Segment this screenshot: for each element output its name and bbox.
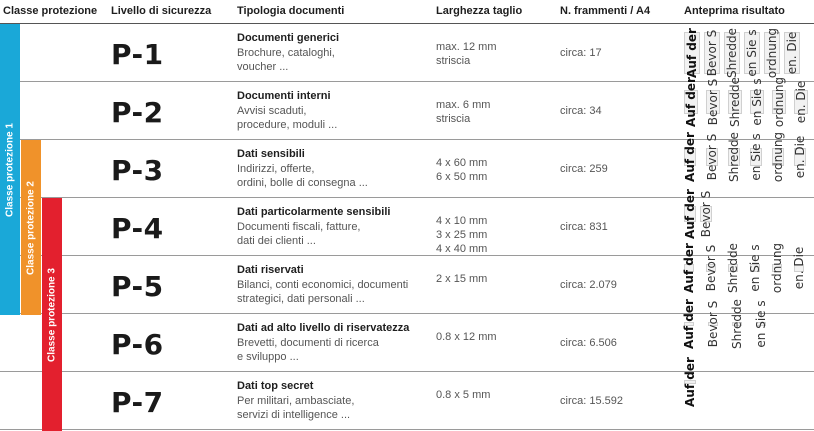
shred-strip-text: Auf der [683, 357, 697, 407]
fragments-count: circa: 2.079 [560, 279, 617, 291]
header-protection-class: Classe protezione [3, 5, 98, 17]
description-line: Indirizzi, offerte, [237, 163, 315, 175]
cut-width [436, 98, 490, 126]
header-preview: Anteprima risultato [684, 5, 785, 17]
document-type-description [237, 336, 422, 364]
shred-strip [704, 29, 720, 77]
shred-strip-text: Bevor S [706, 78, 720, 126]
shred-strip [748, 244, 762, 292]
shred-strip-text: en. Die [785, 31, 799, 75]
document-type-description [237, 278, 422, 306]
shred-strip-text: Bevor S [704, 244, 718, 292]
cut-width [436, 330, 497, 344]
document-type-title: Documenti generici [237, 32, 340, 44]
shred-strip [754, 300, 768, 348]
header-cut-width: Larghezza taglio [436, 5, 523, 17]
security-level: P-1 [111, 38, 164, 71]
description-line: Avvisi scaduti, [237, 105, 307, 117]
shred-strip-text: en. Die [793, 135, 807, 179]
shred-strip [750, 78, 764, 126]
protection-class-1-label: Classe protezione 1 [4, 122, 16, 217]
cut-width-line: 4 x 60 mm [436, 157, 488, 169]
shred-strip [792, 246, 806, 290]
shred-strip-text: en. Die [794, 80, 808, 124]
shred-strip [744, 29, 760, 77]
cut-width-line: 0.8 x 12 mm [436, 331, 497, 343]
fragments-count: circa: 17 [560, 47, 602, 59]
description-line: Brochure, cataloghi, [237, 47, 335, 59]
cut-width-line: max. 12 mm [436, 41, 497, 53]
cut-width-line: 4 x 40 mm [436, 243, 488, 255]
shred-strip [704, 244, 718, 292]
fragments-count: circa: 15.592 [560, 395, 623, 407]
description-line: Brevetti, documenti di ricerca [237, 337, 379, 349]
shred-strip [749, 133, 763, 181]
shred-strip [772, 76, 786, 128]
shred-strip-text: ordnung [772, 76, 786, 128]
shred-strip [726, 243, 740, 293]
shred-strip [684, 28, 700, 78]
shred-strip-text: Bevor S [706, 300, 720, 348]
cut-width [436, 272, 487, 286]
document-type-description [237, 46, 422, 74]
shred-strip [784, 32, 800, 74]
shred-strip-text: Auf der [683, 132, 697, 182]
shred-strip-text: Bevor S [705, 29, 719, 77]
document-type-title: Dati ad alto livello di riservatezza [237, 322, 410, 334]
protection-class-1-band [0, 24, 20, 315]
shred-strip [706, 78, 720, 126]
description-line: strategici, dati personali ... [237, 293, 365, 305]
shred-strip-text: Shredde [727, 132, 741, 182]
row-divider [0, 429, 814, 430]
shred-strip-text: en Sie s [750, 78, 764, 126]
description-line: Documenti fiscali, fatture, [237, 221, 361, 233]
shred-strip [682, 243, 696, 293]
fragments-count: circa: 259 [560, 163, 608, 175]
shred-strip-text: en Sie s [754, 300, 768, 348]
document-type-description [237, 162, 422, 190]
shred-strip [724, 28, 740, 78]
shred-strip [706, 300, 720, 348]
header-document-type: Tipologia documenti [237, 5, 345, 17]
cut-width [436, 40, 497, 68]
protection-class-3-label: Classe protezione 3 [46, 267, 58, 362]
table-header [0, 0, 814, 24]
cut-width-line: striscia [436, 113, 471, 125]
description-line: dati dei clienti ... [237, 235, 316, 247]
shred-strip-text: ordnung [770, 242, 784, 294]
shred-strip-text: Bevor S [705, 133, 719, 181]
shred-strip [793, 135, 807, 179]
fragments-count: circa: 34 [560, 105, 602, 117]
header-fragments: N. frammenti / A4 [560, 5, 651, 17]
shred-strip-text: Auf der [682, 299, 696, 349]
cut-width [436, 388, 490, 402]
description-line: procedure, moduli ... [237, 119, 338, 131]
shred-strip [683, 132, 697, 182]
shred-strip [684, 77, 698, 127]
description-line: ordini, bolle di consegna ... [237, 177, 368, 189]
fragments-count: circa: 6.506 [560, 337, 617, 349]
shred-strip [705, 133, 719, 181]
security-level: P-6 [111, 328, 164, 361]
security-level: P-7 [111, 386, 164, 419]
shred-strip-text: ordnung [771, 131, 785, 183]
shred-strip [727, 132, 741, 182]
shred-strip-text: en Sie s [745, 29, 759, 77]
document-type-description [237, 220, 422, 248]
shred-strip-text: Shredde [730, 299, 744, 349]
shred-strip-text: en. Die [792, 246, 806, 290]
shred-strip-text: Auf der [684, 77, 698, 127]
cut-width-line: 6 x 50 mm [436, 171, 488, 183]
description-line: Per militari, ambasciate, [237, 395, 355, 407]
document-type-title: Dati sensibili [237, 148, 305, 160]
cut-width-line: 2 x 15 mm [436, 273, 488, 285]
shred-strip [794, 80, 808, 124]
shred-strip [682, 299, 696, 349]
document-type-description [237, 104, 422, 132]
shred-strip-text: en Sie s [748, 244, 762, 292]
description-line: servizi di intelligence ... [237, 409, 351, 421]
description-line: Bilanci, conti economici, documenti [237, 279, 409, 291]
fragments-count: circa: 831 [560, 221, 608, 233]
document-type-title: Dati top secret [237, 380, 314, 392]
shred-strip-text: en Sie s [749, 133, 763, 181]
shred-strip-text: Auf der [685, 28, 699, 78]
document-type-description [237, 394, 422, 422]
cut-width-line: 4 x 10 mm [436, 215, 488, 227]
shred-strip-text: ordnung [765, 27, 779, 79]
shred-strip [728, 77, 742, 127]
shred-strip [683, 357, 697, 407]
cut-width [436, 214, 487, 256]
protection-class-3-band [42, 198, 62, 431]
shred-strip [683, 189, 697, 239]
security-level: P-2 [111, 96, 164, 129]
shred-strip [699, 190, 713, 238]
security-level: P-4 [111, 212, 164, 245]
document-type-title: Documenti interni [237, 90, 331, 102]
cut-width-line: striscia [436, 55, 471, 67]
table-row [0, 24, 814, 82]
shred-strip [770, 242, 784, 294]
shred-strip-text: Shredde [725, 28, 739, 78]
shred-strip [764, 27, 780, 79]
description-line: e sviluppo ... [237, 351, 299, 363]
cut-width [436, 156, 487, 184]
security-level: P-5 [111, 270, 164, 303]
shred-strip-text: Auf der [682, 243, 696, 293]
shred-strip-text: Bevor S [699, 190, 713, 238]
header-security-level: Livello di sicurezza [111, 5, 212, 17]
security-level: P-3 [111, 154, 164, 187]
shred-strip-text: Shredde [728, 77, 742, 127]
shred-strip [771, 131, 785, 183]
protection-class-2-label: Classe protezione 2 [25, 180, 37, 275]
shred-strip-text: Auf der [683, 189, 697, 239]
cut-width-line: 3 x 25 mm [436, 229, 488, 241]
cut-width-line: 0.8 x 5 mm [436, 389, 491, 401]
cut-width-line: max. 6 mm [436, 99, 491, 111]
shred-strip-text: Shredde [726, 243, 740, 293]
document-type-title: Dati particolarmente sensibili [237, 206, 391, 218]
description-line: voucher ... [237, 61, 289, 73]
protection-class-2-band [21, 140, 41, 315]
shred-strip [730, 299, 744, 349]
document-type-title: Dati riservati [237, 264, 304, 276]
